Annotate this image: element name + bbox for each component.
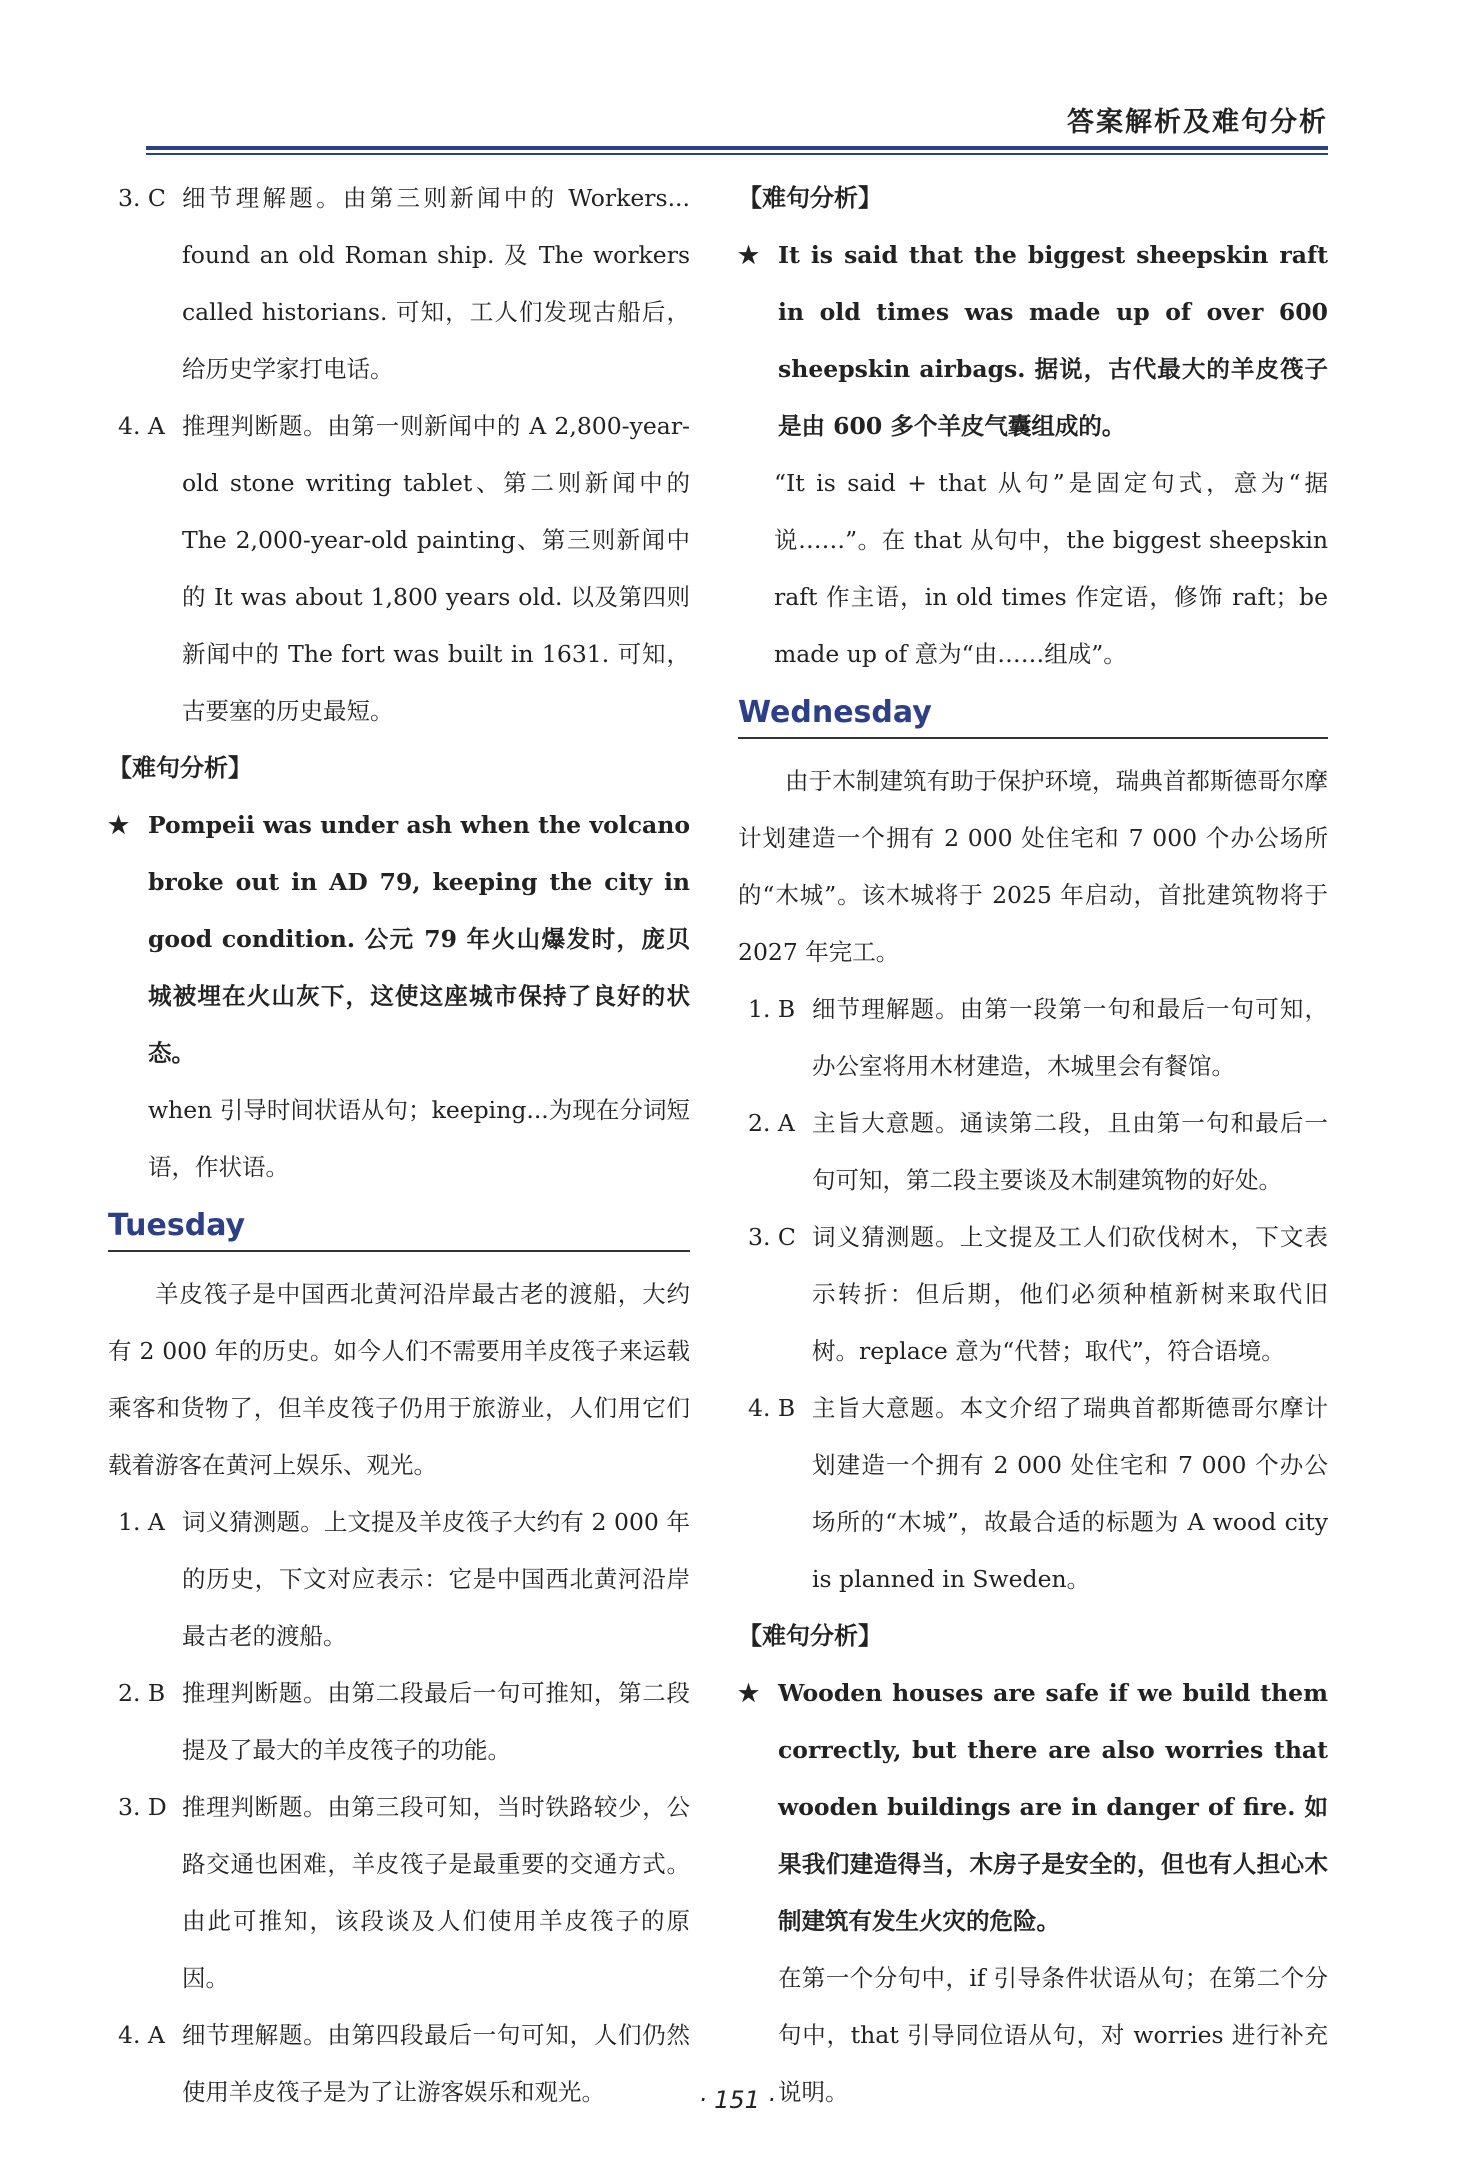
answer-number: 4. B [748,1394,796,1422]
answer-explanation: 词义猜测题。上文提及羊皮筏子大约有 2 000 年的历史，下文对应表示：它是中国西北黄河沿岸最古老的渡船。 [182,1508,690,1650]
answer-item [738,1095,1328,1209]
hard-sentence-text: Pompeii was under ash when the volcano broke out in AD 79, keeping the city in good condition. 公元 79 年火山爆发时，庞贝城被埋在火山灰下，这使这座城市保持了良好的状态。 [148,811,690,1067]
hard-sentence-heading: 【难句分析】 [738,184,882,212]
hard-sentence [738,227,1328,455]
section-heading-wednesday: Wednesday [738,689,1328,739]
hard-sentence [108,797,690,1082]
answer-number: 1. A [118,1508,165,1536]
hard-sentence-text: Wooden houses are safe if we build them correctly, but there are also worries that wooden buildings are in danger of fire. 如果我们建造得当，木房子是安全的，但也有人担心木制建筑有发生火灾的危险。 [778,1679,1328,1935]
star-icon: ★ [738,241,760,269]
hard-sentence [738,1665,1328,1950]
header-rule [146,146,1328,150]
answer-number: 4. A [118,412,165,440]
hard-sentence-text: It is said that the biggest sheepskin raft in old times was made up of over 600 sheepskin airbags. 据说，古代最大的羊皮筏子是由 600 多个羊皮气囊组成的。 [778,241,1328,440]
left-column [108,170,690,2121]
header-rule-thin [146,153,1328,155]
answer-number: 2. A [748,1109,795,1137]
answer-item [108,1779,690,2007]
answer-item [108,170,690,398]
hard-sentence-heading: 【难句分析】 [738,1622,882,1650]
passage-summary: 由于木制建筑有助于保护环境，瑞典首都斯德哥尔摩计划建造一个拥有 2 000 处住宅和 7 000 个办公场所的“木城”。该木城将于 2025 年启动，首批建筑物将于 2027 年完工。 [738,767,1328,966]
right-column [738,170,1328,2121]
section-heading-tuesday: Tuesday [108,1202,690,1252]
answer-number: 3. D [118,1793,167,1821]
answer-explanation: 主旨大意题。通读第二段，且由第一句和最后一句可知，第二段主要谈及木制建筑物的好处。 [812,1109,1328,1194]
answer-item [738,981,1328,1095]
answer-item [108,398,690,740]
answer-explanation: 词义猜测题。上文提及工人们砍伐树木，下文表示转折：但后期，他们必须种植新树来取代旧树。replace 意为“代替；取代”，符合语境。 [812,1223,1328,1365]
star-icon: ★ [108,811,130,839]
answer-number: 3. C [748,1223,796,1251]
answer-number: 3. C [118,184,166,212]
answer-explanation: 细节理解题。由第三则新闻中的 Workers... found an old Roman ship. 及 The workers called historians. 可知，工人们发现古船后，给历史学家打电话。 [182,184,690,383]
answer-explanation: 推理判断题。由第二段最后一句可推知，第二段提及了最大的羊皮筏子的功能。 [182,1679,690,1764]
answer-explanation: 推理判断题。由第三段可知，当时铁路较少，公路交通也困难，羊皮筏子是最重要的交通方式。由此可推知，该段谈及人们使用羊皮筏子的原因。 [182,1793,690,1992]
star-icon: ★ [738,1679,760,1707]
answer-item [108,1665,690,1779]
answer-number: 4. A [118,2021,165,2049]
answer-item [738,1380,1328,1608]
hard-sentence-note: when 引导时间状语从句；keeping...为现在分词短语，作状语。 [148,1096,690,1181]
page-number: · 151 · [698,2086,776,2114]
passage-summary: 羊皮筏子是中国西北黄河沿岸最古老的渡船，大约有 2 000 年的历史。如今人们不需要用羊皮筏子来运载乘客和货物了，但羊皮筏子仍用于旅游业，人们用它们载着游客在黄河上娱乐、观光。 [108,1280,690,1479]
hard-sentence-note: “It is said + that 从句”是固定句式，意为“据说……”。在 that 从句中，the biggest sheepskin raft 作主语，in old times 作定语，修饰 raft；be made up of 意为“由……组成”。 [774,469,1328,668]
page-header-title: 答案解析及难句分析 [1067,107,1328,138]
answer-explanation: 推理判断题。由第一则新闻中的 A 2,800-year-old stone writing tablet、第二则新闻中的 The 2,000-year-old painting、第三则新闻中的 It was about 1,800 years old. 以及第四则新闻中的 The fort was built in 1631. 可知，古要塞的历史最短。 [182,412,690,725]
answer-explanation: 主旨大意题。本文介绍了瑞典首都斯德哥尔摩计划建造一个拥有 2 000 处住宅和 7 000 个办公场所的“木城”，故最合适的标题为 A wood city is planned in Sweden。 [812,1394,1328,1593]
answer-item [738,1209,1328,1380]
answer-number: 1. B [748,995,796,1023]
answer-item [108,1494,690,1665]
hard-sentence-heading: 【难句分析】 [108,754,252,782]
answer-number: 2. B [118,1679,166,1707]
hard-sentence-note: 在第一个分句中，if 引导条件状语从句；在第二个分句中，that 引导同位语从句，对 worries 进行补充说明。 [778,1964,1328,2106]
answer-explanation: 细节理解题。由第四段最后一句可知，人们仍然使用羊皮筏子是为了让游客娱乐和观光。 [182,2021,690,2106]
answer-explanation: 细节理解题。由第一段第一句和最后一句可知，办公室将用木材建造，木城里会有餐馆。 [812,995,1328,1080]
